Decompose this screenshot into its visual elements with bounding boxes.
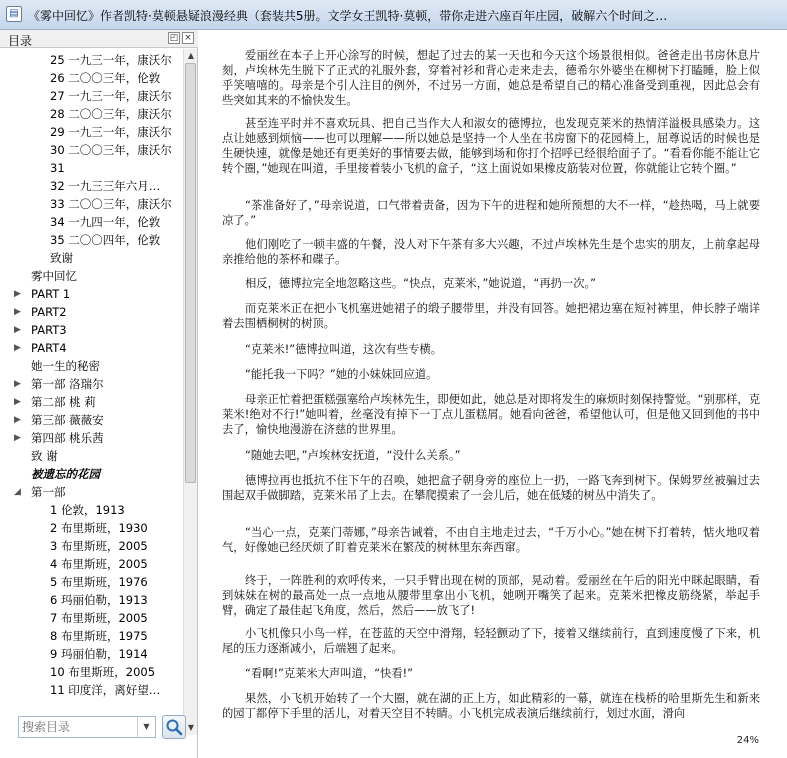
book-paragraph: 相反，德博拉完全地忽略这些。“快点，克莱米，”她说道，“再扔一次。” bbox=[245, 277, 597, 290]
toc-item-label: 6 玛丽伯勒，1913 bbox=[50, 593, 148, 607]
book-paragraph: 母亲正忙着把蛋糕强塞给卢埃林先生，即便如此，她总是对即将发生的麻烦时刻保持警觉。“别那样，克莱米!绝对不行!”她叫着，丝毫没有掉下一丁点儿蛋糕屑。她看向爸爸，希望他认可，但是他又回到他的书中去了，愉快地漫游在济慈的世界里。 bbox=[222, 393, 760, 436]
toc-item[interactable] bbox=[0, 609, 183, 627]
scroll-up-arrow-icon[interactable]: ▲ bbox=[187, 51, 195, 60]
toc-item-label: 11 印度洋，离好望… bbox=[50, 683, 161, 697]
toc-item[interactable] bbox=[0, 105, 183, 123]
toc-item-label: 31 bbox=[50, 161, 65, 175]
toc-item-label: 3 布里斯班，2005 bbox=[50, 539, 148, 553]
toc-item[interactable] bbox=[0, 213, 183, 231]
book-paragraph: 他们刚吃了一顿丰盛的午餐，没人对下午茶有多大兴趣，不过卢埃林先生是个忠实的朋友，上前拿起母亲推给他的茶杯和碟子。 bbox=[222, 238, 760, 266]
toc-item-label: 33 二〇〇三年，康沃尔 bbox=[50, 197, 172, 211]
toc-item[interactable] bbox=[0, 303, 183, 321]
toc-item[interactable] bbox=[0, 519, 183, 537]
window-title: 《雾中回忆》作者凯特·莫顿悬疑浪漫经典（套装共5册。文学女王凯特·莫顿，带你走进六座百年庄园，破解六个时间之… bbox=[28, 9, 668, 23]
toc-item[interactable] bbox=[0, 177, 183, 195]
toc-item[interactable] bbox=[0, 681, 183, 699]
toc-item[interactable] bbox=[0, 285, 183, 303]
toc-item[interactable] bbox=[0, 393, 183, 411]
toc-item[interactable] bbox=[0, 249, 183, 267]
zoom-level: 24% bbox=[736, 735, 759, 746]
toc-item-label: 4 布里斯班，2005 bbox=[50, 557, 148, 571]
toc-item[interactable] bbox=[0, 375, 183, 393]
toc-item-label: 1 伦敦，1913 bbox=[50, 503, 125, 517]
toc-item-label: 第二部 桃 莉 bbox=[31, 395, 96, 409]
toc-item-label: 致 谢 bbox=[31, 449, 58, 463]
toc-item-label: 35 二〇〇四年，伦敦 bbox=[50, 233, 161, 247]
book-paragraph: 甚至连平时并不喜欢玩具、把自己当作大人和淑女的德博拉，也发现克莱米的热情洋溢极具感染力。这点让她感到烦恼——也可以理解——所以她总是坚持一个人坐在书房窗下的花园椅上，屈尊说话的时候也是生硬快速，就像是她还有更美好的事情要去做，能够到场和你打个招呼已经很给面子了。“看看你能不能让它转个圈，”她现在叫道，手里接着装小飞机的盒子，“这上面说如果橡皮筋装对位置，你就能让它转个圈。” bbox=[222, 117, 760, 175]
toc-item[interactable] bbox=[0, 429, 183, 447]
expand-arrow-icon[interactable]: ▶ bbox=[14, 433, 21, 443]
panel-float-icon[interactable]: ◰ bbox=[169, 33, 179, 43]
toc-item-label: 她一生的秘密 bbox=[31, 359, 100, 373]
toc-item[interactable] bbox=[0, 573, 183, 591]
toc-item-label: PART3 bbox=[31, 323, 67, 337]
toc-item[interactable] bbox=[0, 267, 183, 285]
toc-item[interactable] bbox=[0, 195, 183, 213]
app-icon: ▤ bbox=[6, 6, 22, 22]
title-bar bbox=[0, 0, 787, 30]
book-paragraph: 果然，小飞机开始转了一个大圈，就在湖的正上方，如此精彩的一幕，就连在栈桥的哈里斯先生和新来的园丁都停下手里的活儿，对着天空目不转睛。小飞机完成表演后继续前行，划过水面，滑向 bbox=[222, 692, 760, 720]
toc-item[interactable] bbox=[0, 231, 183, 249]
toc-item[interactable] bbox=[0, 483, 183, 501]
expand-arrow-icon[interactable]: ▶ bbox=[14, 289, 21, 299]
book-paragraph: 小飞机像只小鸟一样，在苍蓝的天空中滑翔，轻轻颤动了下，接着又继续前行，直到速度慢了下来，机尾的压力逐渐减小，后端翘了起来。 bbox=[222, 627, 760, 655]
toc-search-box bbox=[18, 716, 156, 738]
toc-item-label: PART4 bbox=[31, 341, 67, 355]
scroll-down-arrow-icon[interactable]: ▼ bbox=[187, 723, 195, 732]
toc-item-label: 雾中回忆 bbox=[31, 269, 77, 283]
toc-item[interactable] bbox=[0, 465, 183, 483]
toc-item[interactable] bbox=[0, 141, 183, 159]
toc-item[interactable] bbox=[0, 645, 183, 663]
book-paragraph: “能托我一下吗？”她的小妹妹回应道。 bbox=[245, 368, 438, 381]
toc-item-label: 被遗忘的花园 bbox=[31, 467, 100, 481]
toc-item-label: 第一部 bbox=[31, 485, 66, 499]
toc-item-label: 8 布里斯班，1975 bbox=[50, 629, 148, 643]
toc-item-label: 30 二〇〇三年，康沃尔 bbox=[50, 143, 172, 157]
toc-item-label: 29 一九三一年，康沃尔 bbox=[50, 125, 172, 139]
toc-item[interactable] bbox=[0, 627, 183, 645]
reading-pane[interactable] bbox=[199, 30, 787, 758]
toc-item-label: 致谢 bbox=[50, 251, 73, 265]
toc-item-label: 2 布里斯班，1930 bbox=[50, 521, 148, 535]
toc-item[interactable] bbox=[0, 69, 183, 87]
toc-item-label: 25 一九三一年，康沃尔 bbox=[50, 53, 172, 67]
toc-item-label: 第三部 薇薇安 bbox=[31, 413, 104, 427]
toc-item[interactable] bbox=[0, 357, 183, 375]
scroll-thumb[interactable] bbox=[185, 63, 196, 483]
expand-arrow-icon[interactable]: ▶ bbox=[14, 379, 21, 389]
toc-sidebar bbox=[0, 30, 198, 758]
toc-item-label: 第四部 桃乐茜 bbox=[31, 431, 104, 445]
expand-arrow-icon[interactable]: ▶ bbox=[14, 307, 21, 317]
toc-item-label: 9 玛丽伯勒，1914 bbox=[50, 647, 148, 661]
sidebar-header bbox=[0, 30, 198, 48]
toc-item[interactable] bbox=[0, 123, 183, 141]
toc-item[interactable] bbox=[0, 537, 183, 555]
toc-item[interactable] bbox=[0, 321, 183, 339]
toc-item[interactable] bbox=[0, 663, 183, 681]
book-paragraph: “随她去吧，”卢埃林安抚道，“没什么关系。” bbox=[245, 449, 461, 462]
sidebar-title: 目录 bbox=[8, 34, 33, 48]
toc-search-button[interactable] bbox=[162, 715, 186, 739]
book-paragraph: 而克莱米正在把小飞机塞进她裙子的缎子腰带里，并没有回答。她把裙边塞在短衬裤里，伸长脖子端详着去围栖桐树的树顶。 bbox=[222, 302, 760, 330]
toc-item[interactable] bbox=[0, 339, 183, 357]
toc-item-label: 第一部 洛瑞尔 bbox=[31, 377, 104, 391]
book-paragraph: 终于，一阵胜利的欢呼传来，一只手臂出现在树的顶部，晃动着。爱丽丝在午后的阳光中眯起眼睛，看到妹妹在树的最高处一点一点地从腰带里拿出小飞机，她咧开嘴笑了起来。克莱米把橡皮筋绕紧，举起手臂，确定了最佳起飞角度，然后，然后——放飞了! bbox=[222, 574, 760, 617]
expand-arrow-icon[interactable]: ▶ bbox=[14, 325, 21, 335]
panel-close-icon[interactable]: × bbox=[182, 32, 194, 44]
toc-scrollbar[interactable] bbox=[183, 49, 197, 735]
book-paragraph: “克莱米!”德博拉叫道，这次有些专横。 bbox=[245, 343, 442, 356]
magnifier-icon bbox=[163, 716, 185, 738]
toc-item-label: 26 二〇〇三年，伦敦 bbox=[50, 71, 161, 85]
toc-item[interactable] bbox=[0, 51, 183, 69]
book-paragraph: “看啊!”克莱米大声叫道，“快看!” bbox=[245, 667, 414, 680]
toc-item[interactable] bbox=[0, 501, 183, 519]
toc-search-input[interactable] bbox=[19, 717, 137, 737]
toc-item-label: 32 一九三三年六月… bbox=[50, 179, 161, 193]
toc-item[interactable] bbox=[0, 159, 183, 177]
toc-item[interactable] bbox=[0, 411, 183, 429]
toc-item-label: 5 布里斯班，1976 bbox=[50, 575, 148, 589]
toc-item-label: PART 1 bbox=[31, 287, 71, 301]
toc-item-label: PART2 bbox=[31, 305, 67, 319]
book-paragraph: “当心一点，克莱门蒂娜，”母亲告诫着，不由自主地走过去，“千万小心。”她在树下打着转，惦火地叹着气，好像她已经厌烦了盯着克莱米在繁茂的树林里东奔西窜。 bbox=[222, 526, 760, 554]
toc-item-label: 28 二〇〇三年，康沃尔 bbox=[50, 107, 172, 121]
book-paragraph: “茶准备好了，”母亲说道，口气带着责备，因为下午的进程和她所预想的大不一样，“趁热喝，马上就要凉了。” bbox=[222, 199, 760, 227]
toc-item[interactable] bbox=[0, 591, 183, 609]
book-paragraph: 爱丽丝在本子上开心涂写的时候，想起了过去的某一天也和今天这个场景很相似。爸爸走出书房休息片刻，卢埃林先生脱下了正式的礼服外套，穿着衬衫和背心走来走去，德希尔外婆坐在柳树下打瞌睡，脸上似乎笑嘻嘻的。母亲是个引人注目的例外，不过另一方面，她总是希望自己的精心准备受到重视，因此总会有些突如其来的不愉快发生。 bbox=[222, 49, 760, 107]
expand-arrow-icon[interactable]: ▶ bbox=[14, 397, 21, 407]
search-history-dropdown-icon[interactable]: ▼ bbox=[137, 717, 155, 737]
toc-item[interactable] bbox=[0, 555, 183, 573]
toc-item-label: 27 一九三一年，康沃尔 bbox=[50, 89, 172, 103]
book-paragraph: 德博拉再也抵抗不住下午的召唤，她把盒子朝身旁的座位上一扔，一路飞奔到树下。保姆罗丝被骗过去围起双手做脚踏，克莱米吊了上去。在攀爬摸索了一会儿后，她在低矮的树丛中消失了。 bbox=[222, 474, 760, 502]
expand-arrow-icon[interactable]: ▶ bbox=[14, 415, 21, 425]
toc-item[interactable] bbox=[0, 87, 183, 105]
toc-item-label: 10 布里斯班，2005 bbox=[50, 665, 156, 679]
expand-arrow-icon[interactable]: ▶ bbox=[14, 343, 21, 353]
collapse-arrow-icon[interactable]: ◢ bbox=[14, 487, 21, 497]
toc-item[interactable] bbox=[0, 447, 183, 465]
toc-item-label: 7 布里斯班，2005 bbox=[50, 611, 148, 625]
toc-tree bbox=[0, 49, 183, 735]
toc-item-label: 34 一九四一年，伦敦 bbox=[50, 215, 161, 229]
